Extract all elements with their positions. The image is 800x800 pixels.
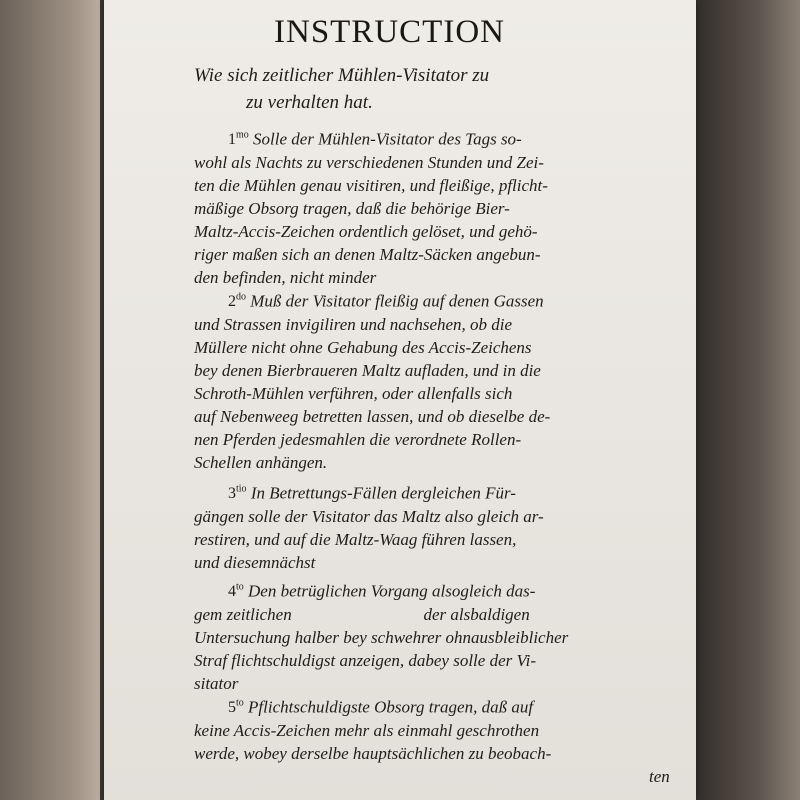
paragraph-3: [194, 478, 714, 574]
paragraph-line: Müllere nicht ohne Gehabung des Accis-Zeichens: [194, 338, 532, 358]
paragraph-line: auf Nebenweeg betretten lassen, und ob dieselbe de-: [194, 407, 551, 427]
paragraph-line: wohl als Nachts zu verschiedenen Stunden und Zei-: [194, 153, 544, 173]
paragraph-line: Solle der Mühlen-Visitator des Tags so-: [253, 129, 522, 149]
paragraph-line: ten: [649, 767, 670, 787]
paragraph-line: Straf flichtschuldigst anzeigen, dabey solle der Vi-: [194, 651, 536, 671]
paragraph-line: Untersuchung halber bey schwehrer ohnausbleiblicher: [194, 628, 569, 648]
paragraph-line: keine Accis-Zeichen mehr als einmahl geschrothen: [194, 721, 540, 741]
paragraph-line: Schellen anhängen.: [194, 453, 328, 473]
paragraph-line: gängen solle der Visitator das Maltz also gleich ar-: [194, 507, 544, 527]
paragraph-1: [194, 124, 714, 289]
paragraph-number: $3^{tio}$: [228, 484, 247, 503]
paragraph-line: mäßige Obsorg tragen, daß die behörige Bier-: [194, 199, 510, 219]
paragraph-line: und diesemnächst: [194, 553, 316, 573]
paragraph-line: Pflichtschuldigste Obsorg tragen, daß auf: [248, 697, 534, 717]
paragraph-line: bey denen Bierbraueren Maltz aufladen, und in die: [194, 361, 541, 381]
subtitle-line-1: Wie sich zeitlicher Mühlen-Visitator zu: [194, 65, 490, 86]
document-page: [104, 0, 696, 800]
paragraph-line: nen Pferden jedesmahlen die verordnete Rollen-: [194, 430, 522, 450]
paragraph-line: Maltz-Accis-Zeichen ordentlich gelöset, und gehö-: [194, 222, 538, 242]
paragraph-number: $5^{to}$: [228, 698, 244, 717]
page-title: INSTRUCTION: [274, 14, 505, 50]
paragraph-line: ten die Mühlen genau visitiren, und fleißige, pflicht-: [194, 176, 548, 196]
paragraph-2: [194, 286, 714, 474]
paragraph-line: werde, wobey derselbe hauptsächlichen zu beobach-: [194, 744, 552, 764]
paragraph-line: Den betrüglichen Vorgang alsogleich das-: [248, 581, 536, 601]
subtitle: [194, 62, 614, 116]
background-left: [0, 0, 100, 800]
paragraph-line: und Strassen invigiliren und nachsehen, ob die: [194, 315, 513, 335]
paragraph-number: $2^{do}$: [228, 292, 246, 311]
paragraph-line: In Betrettungs-Fällen dergleichen Für-: [250, 483, 516, 503]
paragraph-line: Schroth-Mühlen verführen, oder allenfalls sich: [194, 384, 513, 404]
paragraph-line: den befinden, nicht minder: [194, 268, 377, 288]
paragraph-line: riger maßen sich an denen Maltz-Säcken angebun-: [194, 245, 541, 265]
paragraph-4: [194, 576, 714, 695]
paragraph-line: gem zeitlichen der alsbaldigen: [194, 605, 530, 625]
paragraph-line: Muß der Visitator fleißig auf denen Gassen: [250, 291, 544, 311]
paragraph-line: restiren, und auf die Maltz-Waag führen lassen,: [194, 530, 517, 550]
paragraph-number: $4^{to}$: [228, 582, 244, 601]
paragraph-5: [194, 692, 714, 788]
subtitle-line-2: zu verhalten hat.: [246, 92, 373, 113]
paragraph-number: $1^{mo}$: [228, 130, 249, 149]
paragraph-line: sitator: [194, 674, 239, 694]
